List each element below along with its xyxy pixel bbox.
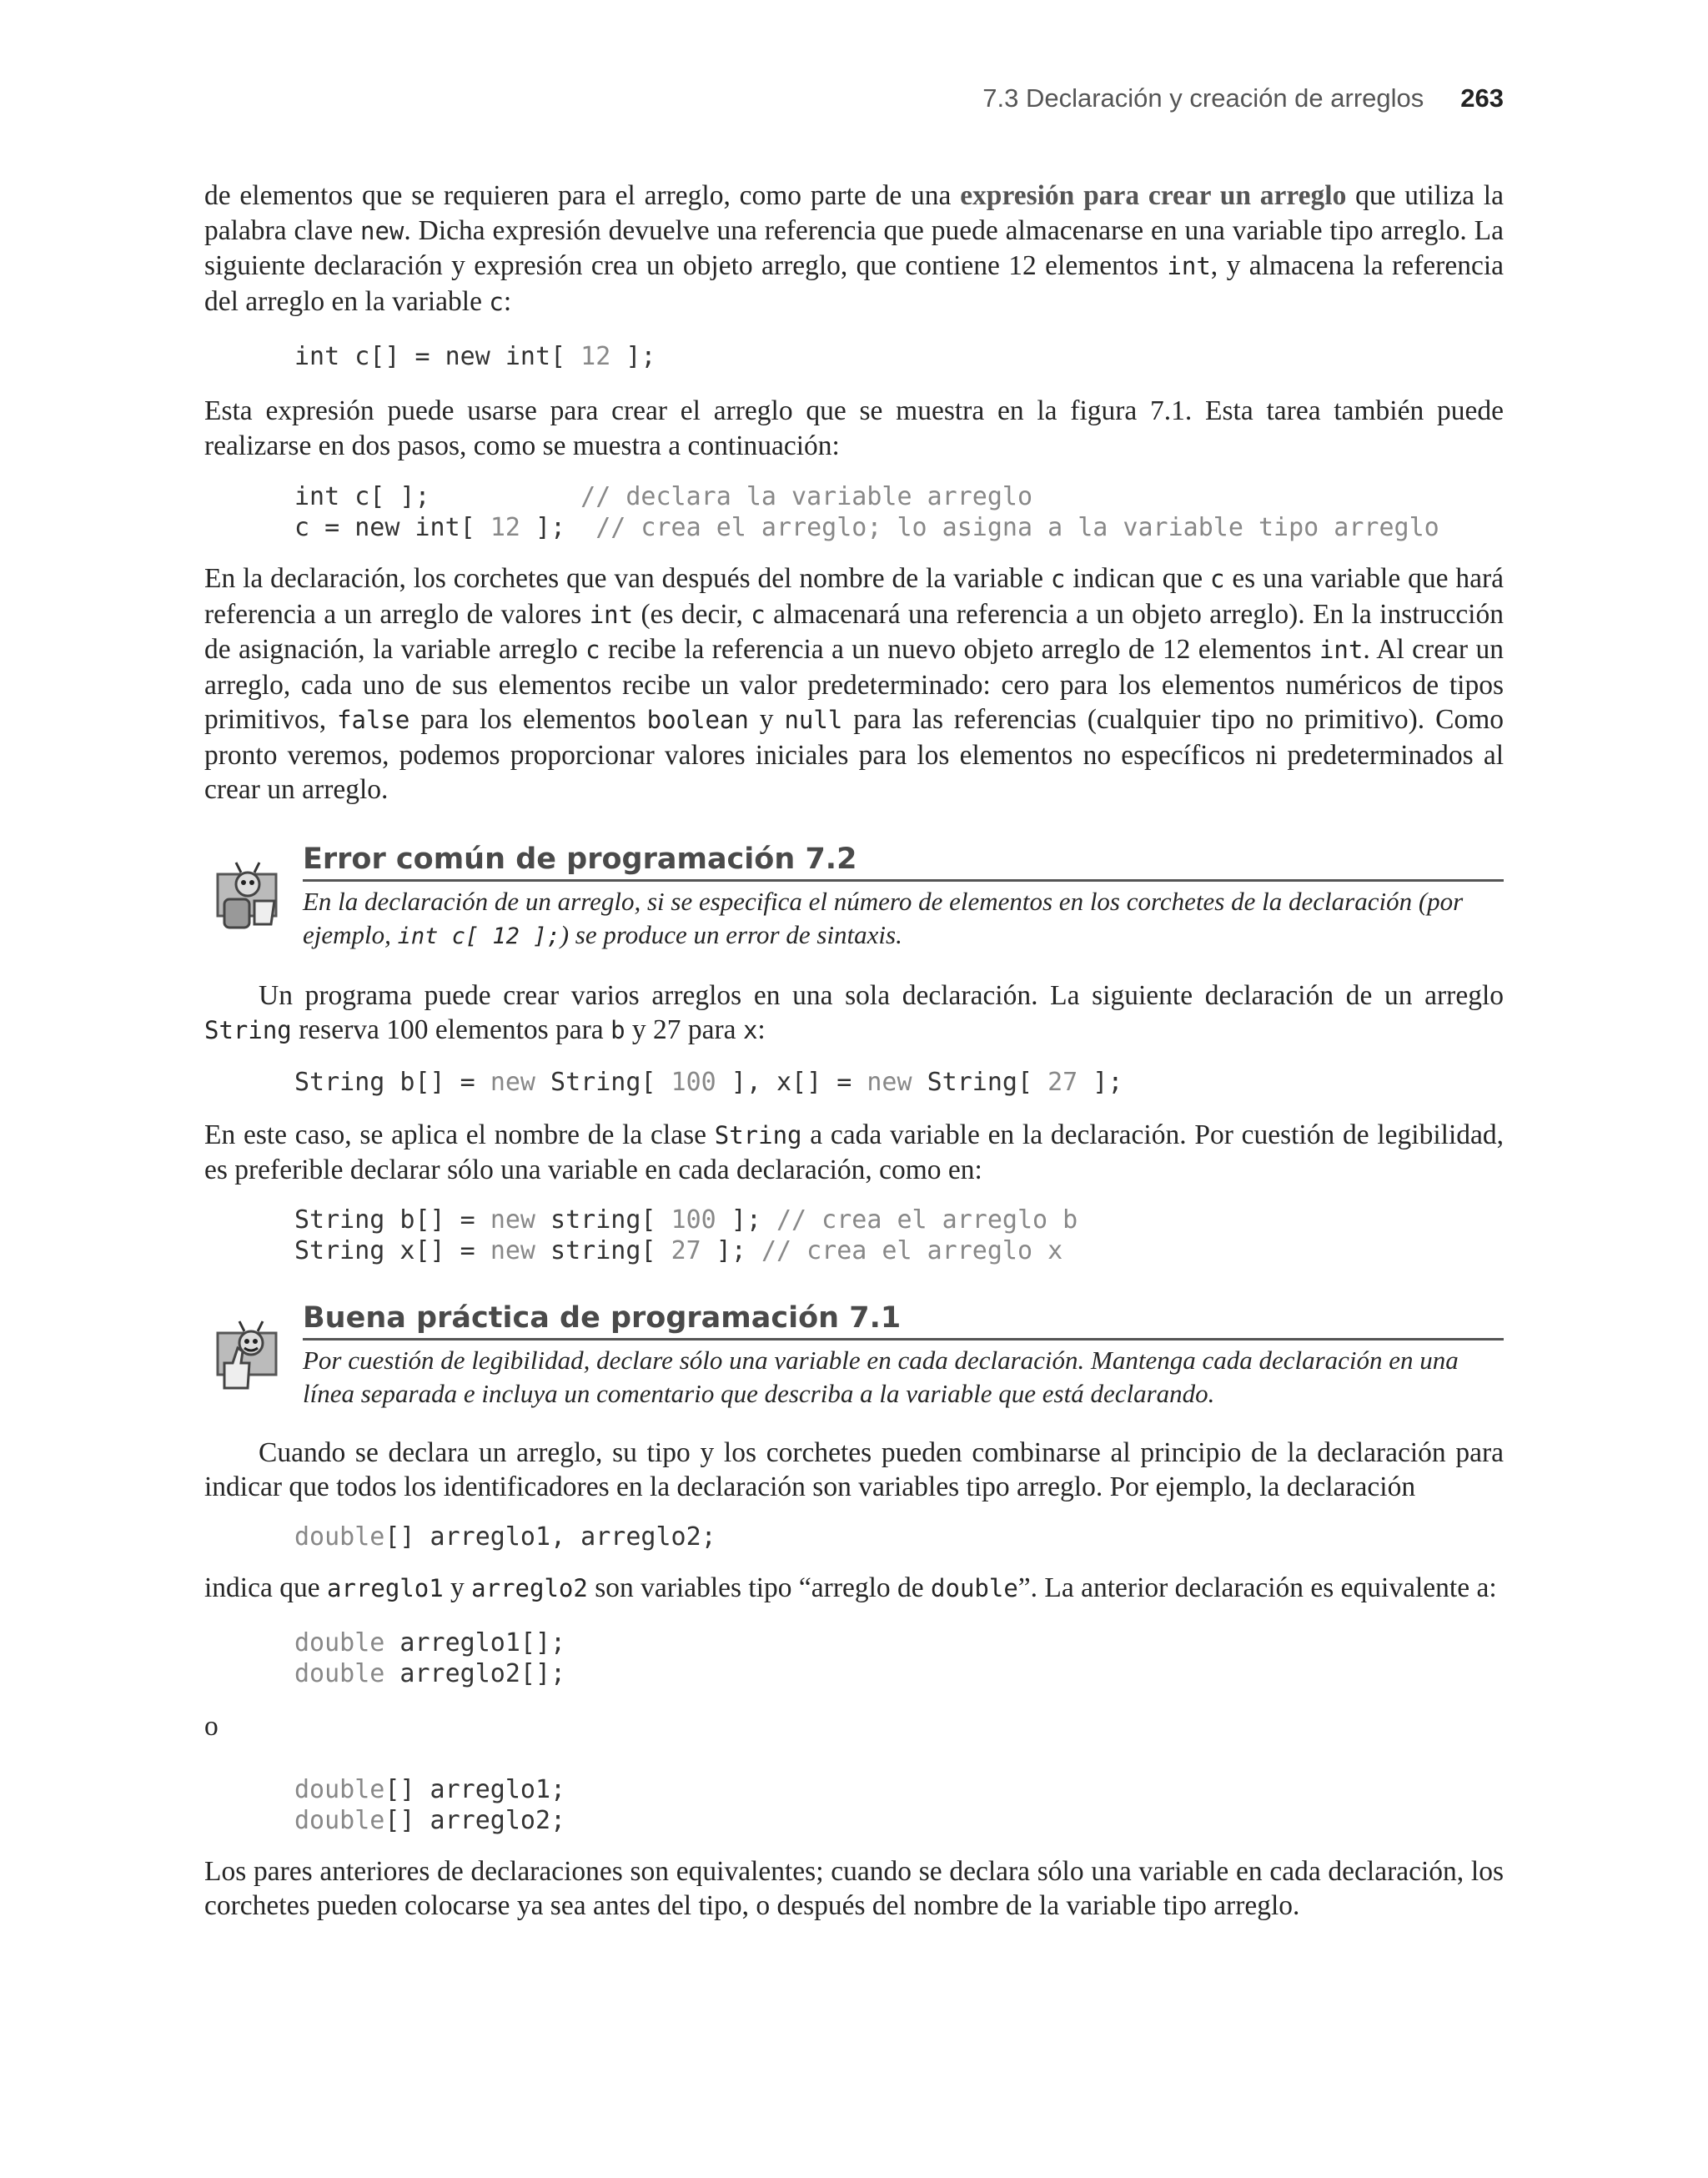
code-example-5: double[] arreglo1, arreglo2; <box>294 1522 716 1552</box>
paragraph-3: En la declaración, los corchetes que van después del nombre de la variable c indican que c es una variable que hará referencia a un arreglo de valores int (es decir, c almacenará una referencia a un objeto arreglo). En la instrucción de asignación, la variable arreglo c recibe la referencia a un nuevo objeto arreglo de 12 elementos int. Al crear un arreglo, cada uno de sus elementos recibe un valor predeterminado: cero para los elementos numéricos de tipos primitivos, false para los elementos boolean y null para las referencias (cualquier tipo no primitivo). Como pronto veremos, podemos proporcionar valores iniciales para los elementos no específicos ni predeterminados al crear un arreglo. <box>204 563 1504 805</box>
code-example-2: int c[ ]; // declara la variable arreglo c = new int[ 12 ]; // crea el arreglo; lo asigna a la variable tipo arreglo <box>294 482 1439 542</box>
code-example-4: String b[] = new string[ 100 ]; // crea el arreglo b String x[] = new string[ 27 ]; // crea el arreglo x <box>294 1205 1078 1265</box>
or-separator: o <box>204 1711 219 1742</box>
paragraph-1: de elementos que se requieren para el arreglo, como parte de una expresión para crear un arreglo que utiliza la palabra clave new. Dicha expresión devuelve una referencia que puede almacenarse en una variable tipo arreglo. La siguiente declaración y expresión crea un objeto arreglo, que contiene 12 elementos int, y almacena la referencia del arreglo en la variable c: <box>204 180 1504 317</box>
common-error-box <box>204 841 1504 953</box>
page-body <box>204 179 1504 1924</box>
paragraph-8: Los pares anteriores de declaraciones son equivalentes; cuando se declara sólo una variable en cada declaración, los corchetes pueden colocarse ya sea antes del tipo, o después del nombre de la variable tipo arreglo. <box>204 1855 1504 1921</box>
paragraph-7: indica que arreglo1 y arreglo2 son variables tipo “arreglo de double”. La anterior declaración es equivalente a: <box>204 1572 1497 1603</box>
code-example-7: double[] arreglo1; double[] arreglo2; <box>294 1774 566 1835</box>
common-error-title: Error común de programación 7.2 <box>303 841 1504 882</box>
bug-thumbs-down-icon <box>213 859 288 934</box>
paragraph-2: Esta expresión puede usarse para crear el arreglo que se muestra en la figura 7.1. Esta tarea también puede realizarse en dos pasos, como se muestra a continuación: <box>204 395 1504 461</box>
page-number: 263 <box>1460 83 1504 113</box>
good-practice-title: Buena práctica de programación 7.1 <box>303 1300 1504 1341</box>
common-error-text: En la declaración de un arreglo, si se especifica el número de elementos en los corchetes de la declaración (por ejemplo, int c[ 12 ];) se produce un error de sintaxis. <box>303 886 1464 949</box>
paragraph-4: Un programa puede crear varios arreglos en una sola declaración. La siguiente declaración de un arreglo String reserva 100 elementos para b y 27 para x: <box>204 979 1504 1045</box>
good-practice-box <box>204 1300 1504 1411</box>
running-header <box>982 83 1504 113</box>
bug-thumbs-up-icon <box>213 1318 288 1393</box>
paragraph-6: Cuando se declara un arreglo, su tipo y los corchetes pueden combinarse al principio de la declaración para indicar que todos los identificadores en la declaración son variables tipo arreglo. Por ejemplo, la declaración <box>204 1436 1504 1502</box>
paragraph-5: En este caso, se aplica el nombre de la clase String a cada variable en la declaración. Por cuestión de legibilidad, es preferible declarar sólo una variable en cada declaración, como en: <box>204 1119 1504 1185</box>
key-term: expresión para crear un arreglo <box>960 180 1347 211</box>
good-practice-text: Por cuestión de legibilidad, declare sólo una variable en cada declaración. Mantenga cada declaración en una línea separada e incluya un comentario que describa a la variable que está declarando. <box>303 1345 1459 1408</box>
code-example-6: double arreglo1[]; double arreglo2[]; <box>294 1628 566 1688</box>
code-example-3: String b[] = new String[ 100 ], x[] = new String[ 27 ]; <box>294 1067 1123 1097</box>
code-example-1: int c[] = new int[ 12 ]; <box>294 342 656 371</box>
section-title: 7.3 Declaración y creación de arreglos <box>982 83 1424 113</box>
